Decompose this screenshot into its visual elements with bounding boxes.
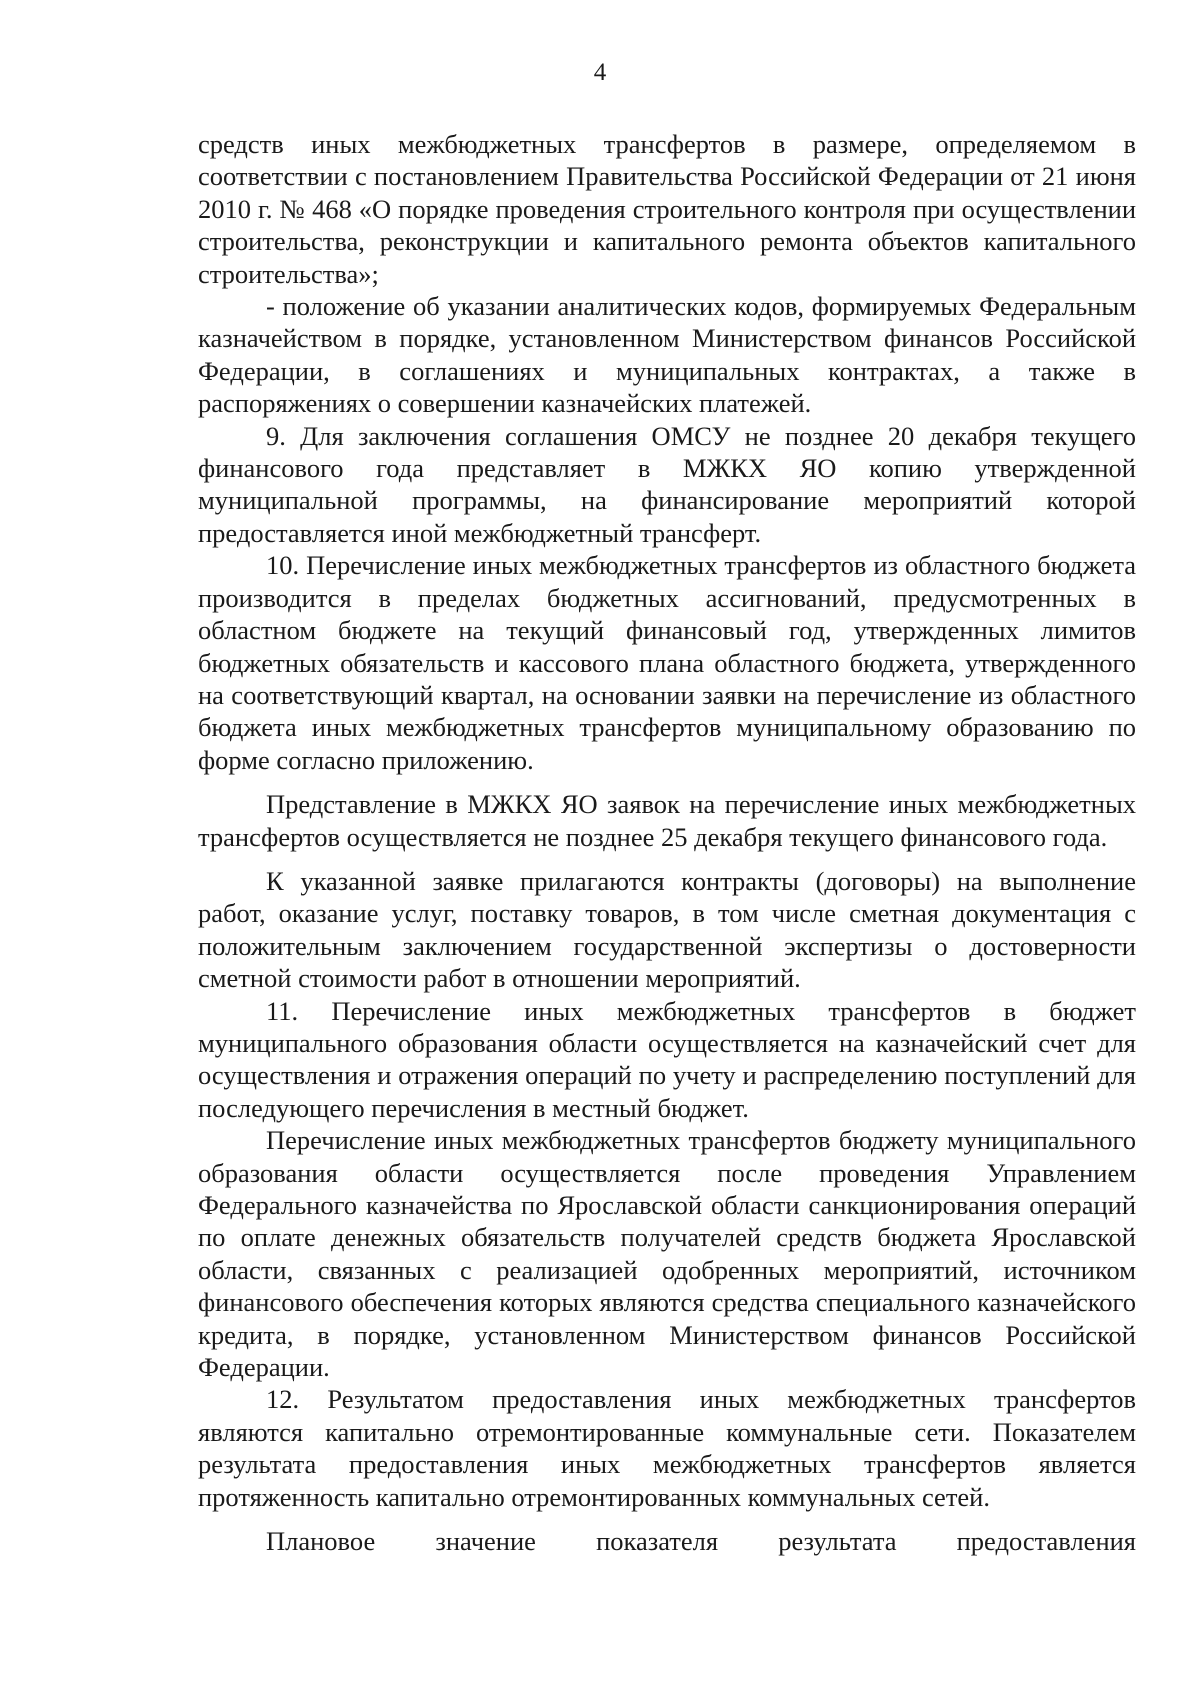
paragraph-clause-11: 11. Перечисление иных межбюджетных трансфертов в бюджет муниципального образования области осуществляется на казначейский счет для осуществления и отражения операций по учету и распределению поступлений для последующего перечисления в местный бюджет. — [198, 995, 1136, 1123]
paragraph-continuation: средств иных межбюджетных трансфертов в размере, определяемом в соответствии с постановлением Правительства Российской Федерации от 21 июня 2010 г. № 468 «О порядке проведения строительного контроля при осуществлении строительства, реконструкции и капитального ремонта объектов капитального строительства»; — [198, 129, 1136, 289]
paragraph-application-deadline: Представление в МЖКХ ЯО заявок на перечисление иных межбюджетных трансфертов осуществляется не позднее 25 декабря текущего финансового года. — [198, 789, 1136, 852]
paragraph-transfer-procedure: Перечисление иных межбюджетных трансфертов бюджету муниципального образования области осуществляется после проведения Управлением Федерального казначейства по Ярославской области санкционирования операций по оплате денежных обязательств получателей средств бюджета Ярославской области, связанных с реализацией одобренных мероприятий, источником финансового обеспечения которых являются средства специального казначейского кредита, в порядке, установленном Министерством финансов Российской Федерации. — [198, 1125, 1136, 1383]
document-body — [198, 128, 1136, 1557]
paragraph-planned-value: Плановое значение показателя результата предоставления — [266, 1526, 1136, 1557]
paragraph-application-attachments: К указанной заявке прилагаются контракты (договоры) на выполнение работ, оказание услуг, поставку товаров, в том числе сметная документация с положительным заключением государственной экспертизы о достоверности сметной стоимости работ в отношении мероприятий. — [198, 865, 1136, 994]
paragraph-clause-10: 10. Перечисление иных межбюджетных трансфертов из областного бюджета производится в пределах бюджетных ассигнований, предусмотренных в областном бюджете на текущий финансовый год, утвержденных лимитов бюджетных обязательств и кассового плана областного бюджета, утвержденного на соответствующий квартал, на основании заявки на перечисление из областного бюджета иных межбюджетных трансфертов муниципальному образованию по форме согласно приложению. — [198, 550, 1136, 775]
page-number: 4 — [593, 59, 607, 86]
paragraph-clause-9: 9. Для заключения соглашения ОМСУ не позднее 20 декабря текущего финансового года представляет в МЖКХ ЯО копию утвержденной муниципальной программы, на финансирование мероприятий которой предоставляется иной межбюджетный трансферт. — [198, 420, 1136, 548]
paragraph-analytic-codes: - положение об указании аналитических кодов, формируемых Федеральным казначейством в порядке, установленном Министерством финансов Российской Федерации, в соглашениях и муниципальных контрактах, а также в распоряжениях о совершении казначейских платежей. — [198, 291, 1136, 419]
paragraph-clause-12: 12. Результатом предоставления иных межбюджетных трансфертов являются капитально отремонтированные коммунальные сети. Показателем результата предоставления иных межбюджетных трансфертов является протяженность капитально отремонтированных коммунальных сетей. — [198, 1384, 1136, 1512]
